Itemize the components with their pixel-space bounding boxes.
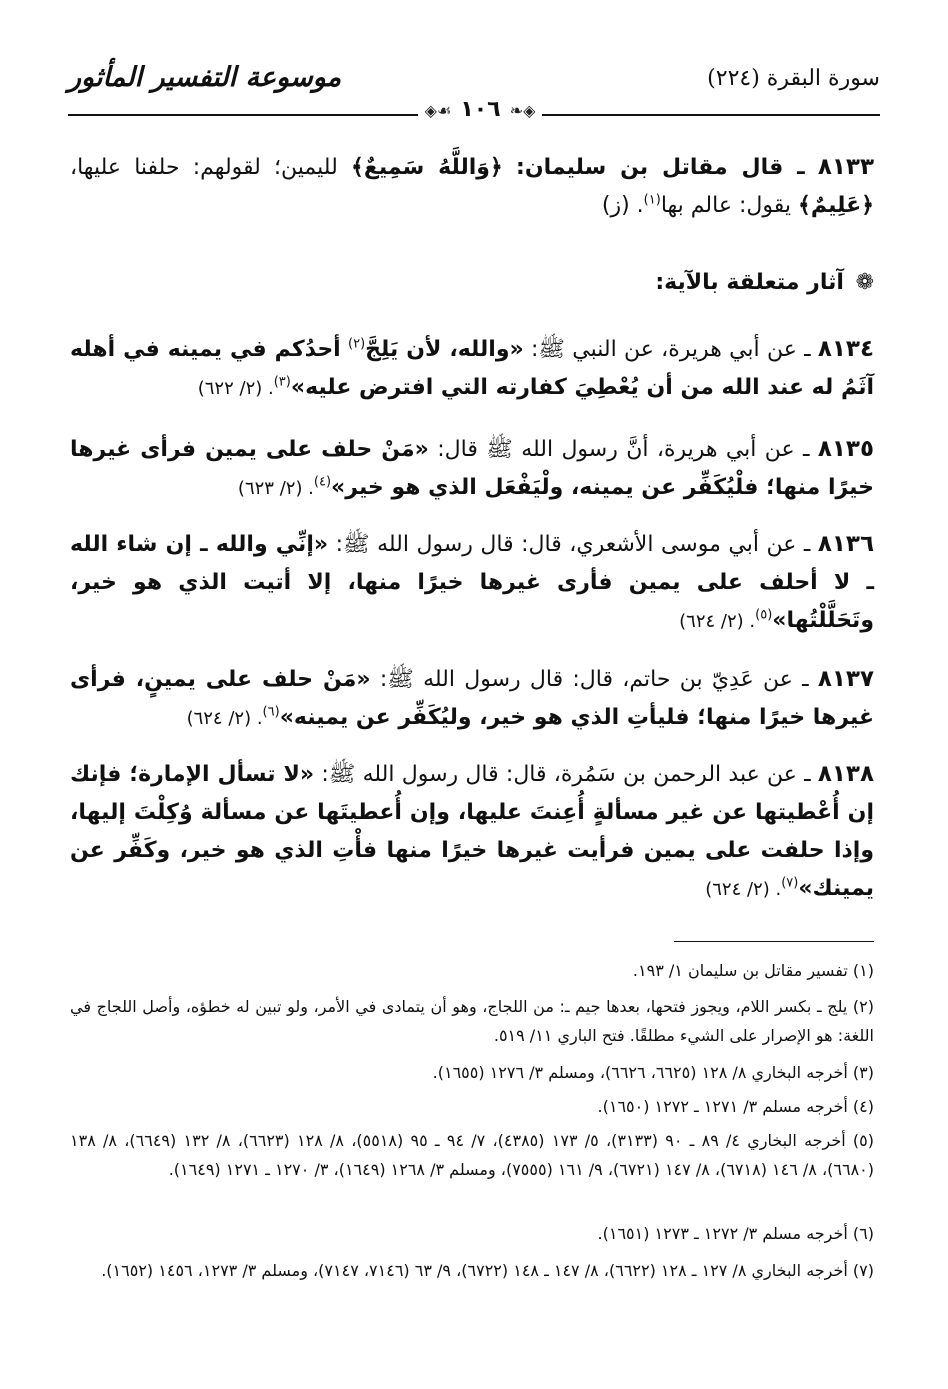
surah-name: سورة البقرة	[766, 66, 880, 91]
ornament-left-icon: ☙◈	[424, 101, 452, 120]
page-number-block	[380, 97, 580, 131]
entry-number: ٨١٣٨	[817, 761, 875, 787]
entry-8136	[70, 525, 874, 641]
hadith-text: أحدُكم في يمينه في أهله آثَمُ له عند الله من أن يُعْطِيَ كفارته التي افترض عليه»	[70, 337, 874, 400]
hadith-text: «لا تسأل الإمارة؛ فإنك إن أُعْطيتها عن غير مسألةٍ أُعِنتَ عليها، وإن أُعطيتَها عن مسألة وُكِلْتَ إليها، وإذا حلفت على يمين فرأيت غيرها خيرًا منها فأْتِ الذي هو خير، وكَفِّر عن يمينك»	[70, 762, 874, 901]
entry-narrator: ـ عن أبي هريرة، عن النبي ﷺ:	[531, 337, 811, 362]
entry-narrator: ـ عن أبي هريرة، أنَّ رسول الله ﷺ قال:	[437, 437, 810, 462]
entry-number: ٨١٣٧	[817, 666, 874, 692]
quran-quote: ﴿عَلِيمٌ﴾	[797, 193, 874, 218]
quran-quote: ﴿وَاللَّهُ سَمِيعٌ﴾	[350, 155, 503, 180]
entry-narrator: ـ عن عَدِيّ بن حاتم، قال: قال رسول الله ﷺ:	[379, 667, 809, 692]
volume-reference: . (٢/ ٦٢٤)	[705, 879, 782, 900]
footnote-5: (٥) أخرجه البخاري ٤/ ٨٩ ـ ٩٠ (٣١٣٣)، ٥/ ١٧٣ (٤٣٨٥)، ٧/ ٩٤ ـ ٩٥ (٥٥١٨)، ٨/ ١٢٨ (٦٦٢٣)، ٨/ ١٣٢ (٦٦٤٩)، ٨/ ١٣٨ (٦٦٨٠)، ٨/ ١٤٦ (٦٧١٨)، ٨/ ١٤٧ (٦٧٢١)، ٩/ ١٦١ (٧٥٥٥)، ومسلم ٣/ ١٢٦٨ (١٦٤٩)، ٣/ ١٢٧٠ ـ ١٢٧١ (١٦٤٩).	[70, 1131, 875, 1179]
footnote-marker[interactable]: (٧)	[781, 875, 799, 891]
footnote-marker[interactable]: (١)	[643, 192, 661, 208]
footnote-marker[interactable]: (٦)	[262, 704, 280, 720]
ayah-number: (٢٢٤)	[707, 66, 760, 91]
footnote-2: (٢) يلج ـ بكسر اللام، ويجوز فتحها، بعدها جيم ـ: من اللجاج، وهو أن يتمادى في الأمر، ولو تبين له خطؤه، وأصل اللجاج في اللغة: هو الإصرار على الشيء مطلقًا. فتح الباري ١١/ ٥١٩.	[70, 997, 874, 1045]
footnote-marker[interactable]: (٤)	[313, 474, 332, 490]
footnote-4: (٤) أخرجه مسلم ٣/ ١٢٧١ ـ ١٢٧٢ (١٦٥٠).	[597, 1097, 874, 1116]
page-number: ١٠٦	[460, 97, 501, 122]
entry-8137	[70, 660, 874, 738]
entry-narrator: ـ عن عبد الرحمن بن سَمُرة، قال: قال رسول الله ﷺ:	[321, 762, 811, 787]
ornament-right-icon: ◈❧	[509, 101, 536, 120]
volume-reference: . (٢/ ٦٢٢)	[197, 378, 274, 399]
footnote-marker[interactable]: (٢)	[348, 336, 366, 352]
entry-narrator: ـ عن أبي موسى الأشعري، قال: قال رسول الله ﷺ:	[335, 532, 811, 557]
entry-number: ٨١٣٤	[817, 336, 875, 362]
footnote-marker[interactable]: (٥)	[755, 607, 773, 623]
volume-reference: . (٢/ ٦٢٤)	[186, 708, 263, 729]
surah-reference	[707, 66, 880, 91]
entry-number: ٨١٣٣	[817, 154, 874, 180]
entry-narrator: ـ قال مقاتل بن سليمان:	[516, 155, 805, 180]
book-title: موسوعة التفسير المأثور	[68, 62, 342, 93]
entry-number: ٨١٣٦	[817, 531, 874, 557]
hadith-text: «والله، لأن يَلِجَّ	[365, 337, 524, 362]
volume-reference: . (٢/ ٦٢٣)	[237, 478, 314, 499]
entry-number: ٨١٣٥	[817, 436, 874, 462]
entry-source-tag: . (ز)	[601, 193, 644, 218]
hadith-text: «مَنْ حلف على يمين فرأى غيرها خيرًا منها؛ فلْيُكَفِّر عن يمينه، ولْيَفْعَل الذي هو خير»	[70, 437, 874, 500]
footnote-marker[interactable]: (٣)	[273, 374, 291, 390]
footnote-separator	[674, 941, 874, 942]
footnote-7: (٧) أخرجه البخاري ٨/ ١٢٧ ـ ١٢٨ (٦٦٢٢)، ٨/ ١٤٧ ـ ١٤٨ (٦٧٢٢)، ٩/ ٦٣ (٧١٤٦، ٧١٤٧)، ومسلم ٣/ ١٢٧٣، ١٤٥٦ (١٦٥٢).	[101, 1261, 874, 1280]
entry-8135	[70, 430, 874, 508]
entry-text: لليمين؛ لقولهم: حلفنا عليها،	[70, 155, 338, 180]
volume-reference: . (٢/ ٦٢٤)	[679, 611, 756, 632]
ornament-star-icon: ❁	[855, 270, 874, 295]
hadith-text: «مَنْ حلف على يمينٍ، فرأى غيرها خيرًا منها؛ فليأتِ الذي هو خير، وليُكَفِّر عن يمينه»	[70, 667, 874, 730]
footnote-1: (١) تفسير مقاتل بن سليمان ١/ ١٩٣.	[632, 961, 874, 980]
hadith-text: «إنِّي والله ـ إن شاء الله ـ لا أحلف على يمين فأرى غيرها خيرًا منها، إلا أتيت الذي هو خير، وتَحَلَّلْتُها»	[70, 532, 874, 633]
entry-8133	[70, 148, 874, 225]
section-title	[655, 270, 874, 295]
footnote-3: (٣) أخرجه البخاري ٨/ ١٢٨ (٦٦٢٥، ٦٦٢٦)، ومسلم ٣/ ١٢٧٦ (١٦٥٥).	[432, 1063, 874, 1082]
section-title-text: آثار متعلقة بالآية:	[655, 270, 844, 295]
entry-8138	[70, 755, 874, 909]
entry-text: يقول: عالم بها	[660, 193, 791, 218]
footnote-6: (٦) أخرجه مسلم ٣/ ١٢٧٢ ـ ١٢٧٣ (١٦٥١).	[597, 1224, 874, 1243]
entry-8134	[70, 330, 874, 408]
